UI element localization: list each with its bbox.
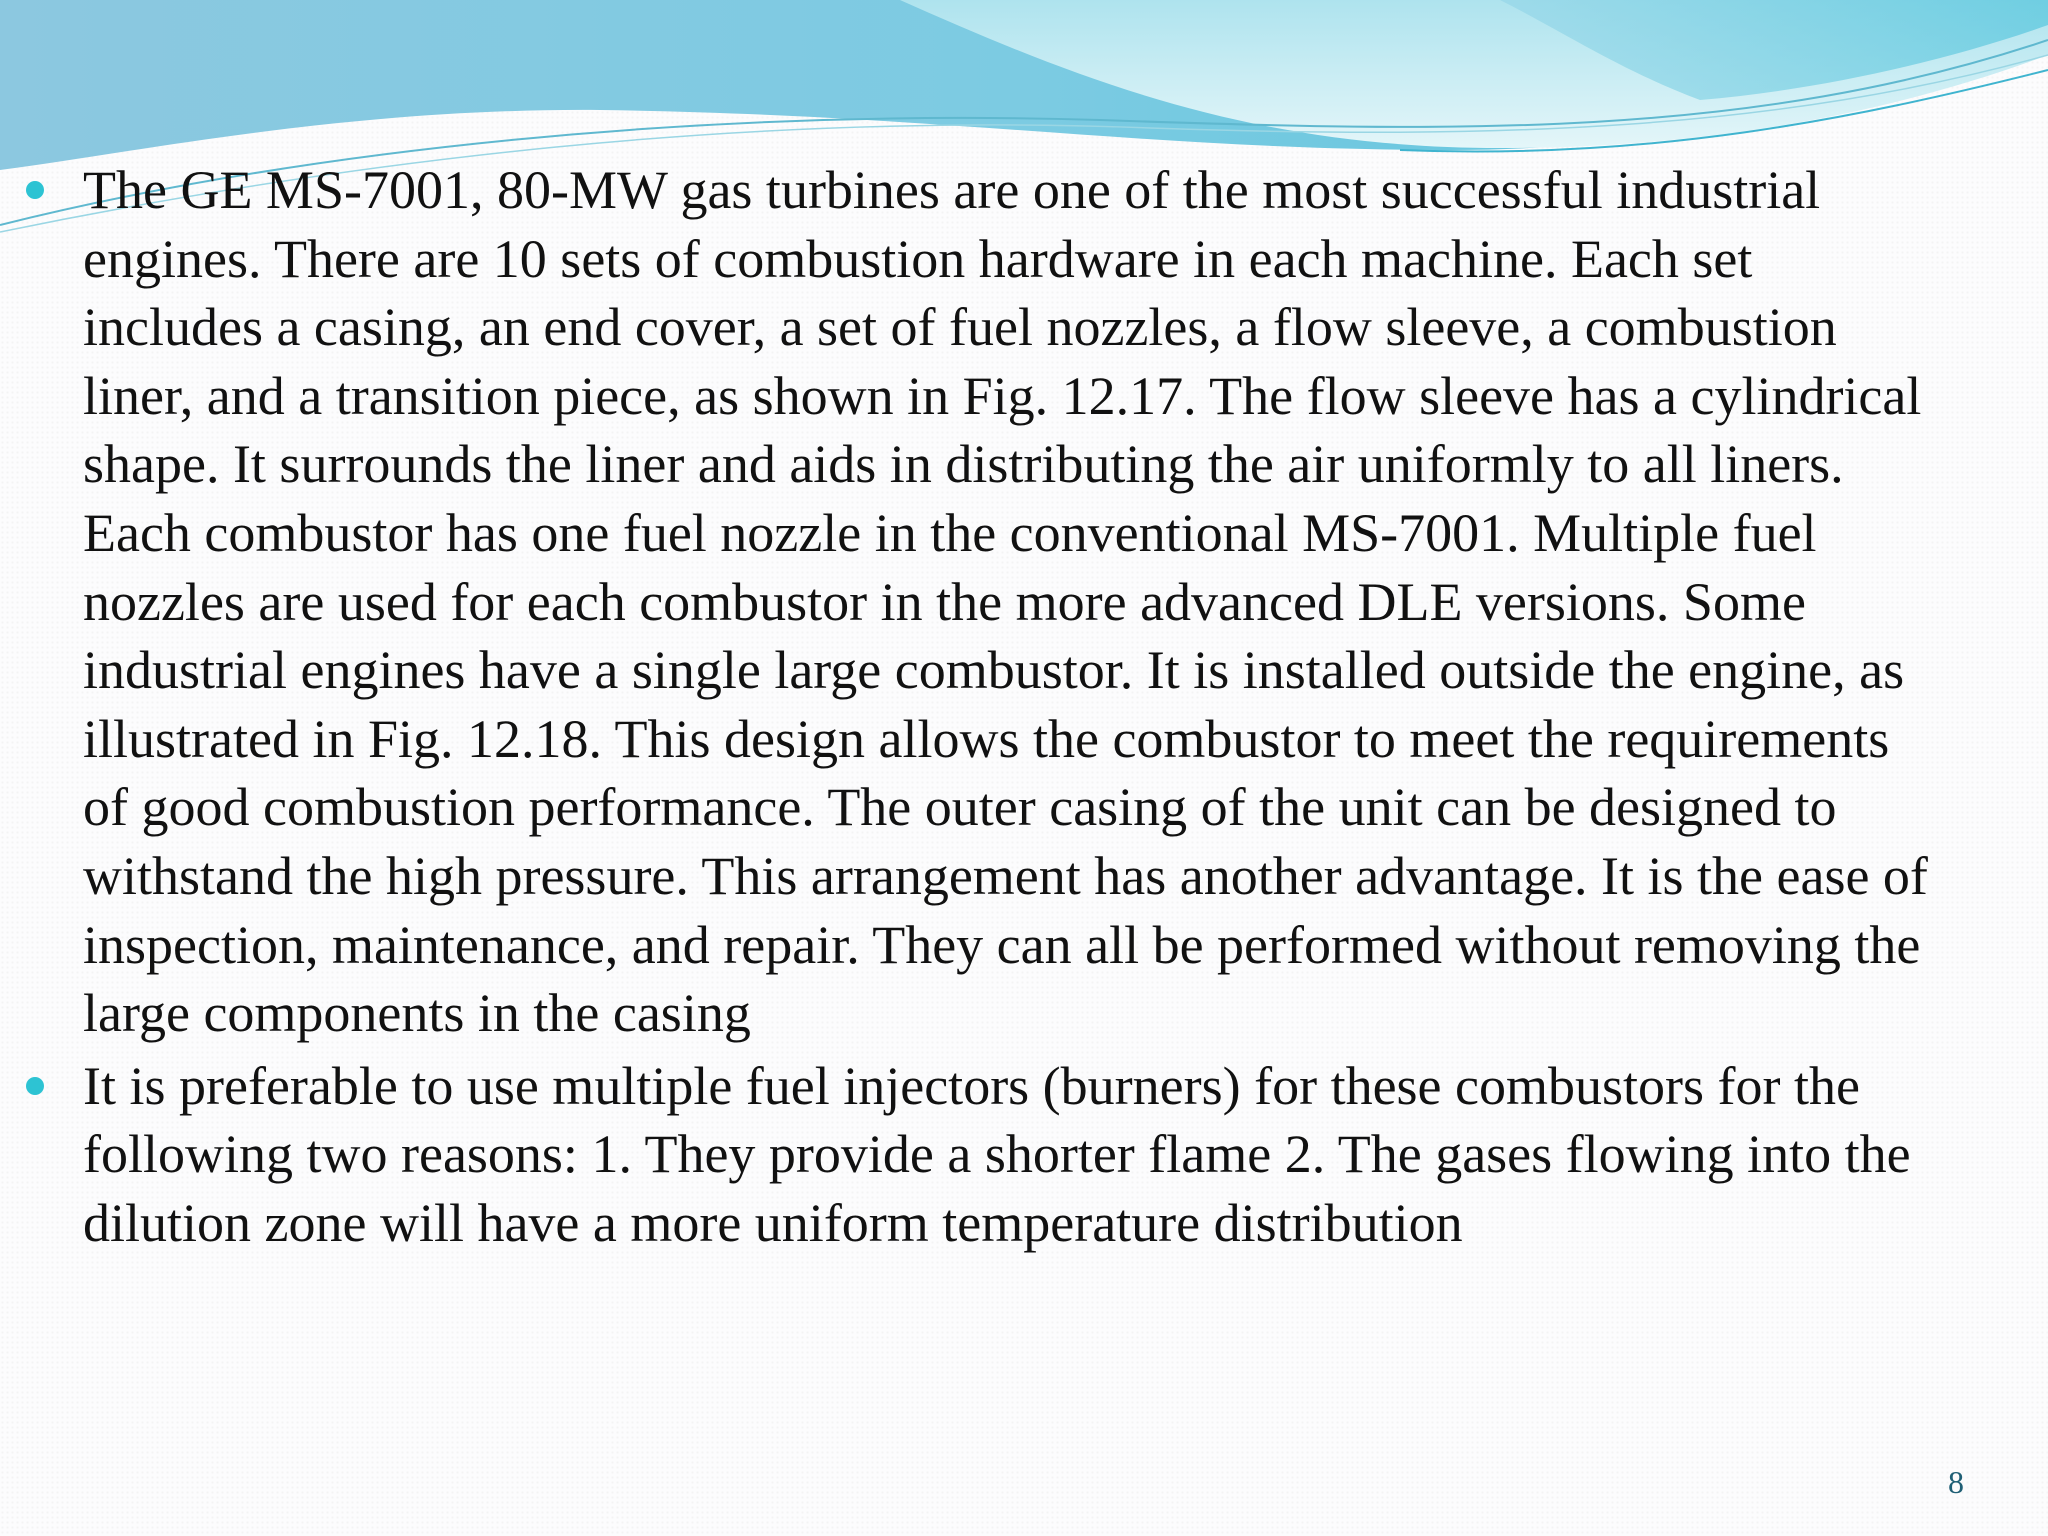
bullet-text: It is preferable to use multiple fuel injectors (burners) for these combustors for the following two reasons: 1. They provide a shorter flame 2. The gases flowing into the dilution zone will have a more uniform temperature distribution [83,1055,1911,1253]
bullet-dot-icon [26,181,44,199]
page-number: 8 [1948,1464,1964,1500]
bullet-list [26,156,1936,1262]
bullet-item [26,156,1936,1048]
bullet-dot-icon [26,1077,44,1095]
bullet-text: The GE MS-7001, 80-MW gas turbines are one of the most successful industrial engines. There are 10 sets of combustion hardware in each machine. Each set includes a casing, an end cover, a set of fuel nozzles, a flow sleeve, a combustion liner, and a transition piece, as shown in Fig. 12.17. The flow sleeve has a cylindrical shape. It surrounds the liner and aids in distributing the air uniformly to all liners. Each combustor has one fuel nozzle in the conventional MS-7001. Multiple fuel nozzles are used for each combustor in the more advanced DLE versions. Some industrial engines have a single large combustor. It is installed outside the engine, as illustrated in Fig. 12.18. This design allows the combustor to meet the requirements of good combustion performance. The outer casing of the unit can be designed to withstand the high pressure. This arrangement has another advantage. It is the ease of inspection, maintenance, and repair. They can all be performed without removing the large components in the casing [83,160,1928,1044]
bullet-item [26,1052,1936,1258]
